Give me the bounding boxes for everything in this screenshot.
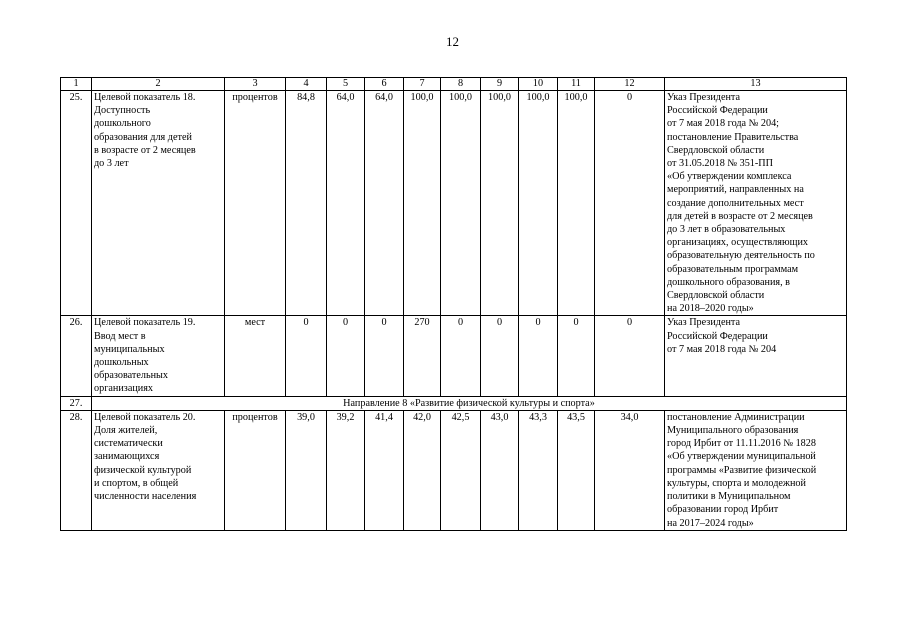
value-cell: 0	[481, 316, 519, 396]
value-cell: 100,0	[441, 91, 481, 316]
value-cell: 43,5	[558, 410, 595, 530]
table-row	[61, 410, 847, 530]
source-line: Указ Президента	[667, 317, 741, 329]
header-cell: 7	[404, 78, 441, 91]
source-line: постановление Администрации	[667, 411, 805, 423]
source-line: организациях, осуществляющих	[667, 237, 808, 249]
source-line: политики в Муниципальном	[667, 491, 791, 503]
row-number-cell: 28.	[61, 410, 92, 530]
source-line: образовании город Ирбит	[667, 504, 779, 516]
indicator-line: Доля жителей,	[94, 425, 158, 437]
table-header-row	[61, 78, 847, 91]
header-cell: 6	[365, 78, 404, 91]
indicator-line: образовательных	[94, 370, 168, 382]
header-cell: 12	[595, 78, 665, 91]
source-line: Муниципального образования	[667, 425, 799, 437]
indicator-cell	[92, 410, 225, 530]
source-cell	[665, 91, 847, 316]
value-cell: 64,0	[365, 91, 404, 316]
unit-cell: мест	[225, 316, 286, 396]
indicator-line: физической культурой	[94, 464, 192, 476]
source-line: Свердловской области	[667, 290, 765, 302]
value-cell: 41,4	[365, 410, 404, 530]
header-cell: 11	[558, 78, 595, 91]
indicator-line: и спортом, в общей	[94, 477, 179, 489]
indicator-cell	[92, 316, 225, 396]
indicator-line: дошкольного	[94, 118, 151, 130]
indicator-line: дошкольных	[94, 357, 149, 369]
source-line: мероприятий, направленных на	[667, 184, 804, 196]
value-cell: 39,2	[327, 410, 365, 530]
indicator-line: численности населения	[94, 491, 197, 503]
value-cell: 39,0	[286, 410, 327, 530]
indicator-line: Ввод мест в	[94, 330, 146, 342]
indicator-cell	[92, 91, 225, 316]
source-line: Российской Федерации	[667, 105, 768, 117]
header-cell: 1	[61, 78, 92, 91]
header-cell: 3	[225, 78, 286, 91]
indicator-line: систематически	[94, 438, 163, 450]
indicator-line: Целевой показатель 20.	[94, 411, 196, 423]
source-line: Российской Федерации	[667, 330, 768, 342]
header-cell: 13	[665, 78, 847, 91]
header-cell: 5	[327, 78, 365, 91]
source-line: дошкольного образования, в	[667, 276, 790, 288]
source-cell	[665, 316, 847, 396]
source-line: Указ Президента	[667, 92, 741, 103]
value-cell: 42,5	[441, 410, 481, 530]
source-line: «Об утверждении муниципальной	[667, 451, 816, 463]
section-title-cell: Направление 8 «Развитие физической культуры и спорта»	[92, 396, 847, 410]
source-line: создание дополнительных мест	[667, 197, 804, 209]
page-number: 12	[446, 34, 459, 49]
source-line: от 7 мая 2018 года № 204	[667, 343, 777, 355]
value-cell: 0	[327, 316, 365, 396]
value-cell: 43,0	[481, 410, 519, 530]
value-cell: 0	[365, 316, 404, 396]
header-cell: 4	[286, 78, 327, 91]
value-cell: 100,0	[519, 91, 558, 316]
source-cell	[665, 410, 847, 530]
indicator-line: до 3 лет	[94, 158, 129, 170]
unit-cell: процентов	[225, 91, 286, 316]
value-cell: 64,0	[327, 91, 365, 316]
indicator-line: Доступность	[94, 105, 151, 117]
source-line: от 7 мая 2018 года № 204;	[667, 118, 780, 130]
source-line: программы «Развитие физической	[667, 464, 817, 476]
source-line: постановление Правительства	[667, 131, 799, 143]
value-cell: 270	[404, 316, 441, 396]
value-cell: 100,0	[481, 91, 519, 316]
table-row	[61, 91, 847, 316]
value-cell: 43,3	[519, 410, 558, 530]
source-line: на 2018–2020 годы»	[667, 303, 754, 315]
value-cell: 42,0	[404, 410, 441, 530]
row-number-cell: 26.	[61, 316, 92, 396]
row-number-cell: 27.	[61, 396, 92, 410]
value-cell: 0	[519, 316, 558, 396]
source-line: для детей в возрасте от 2 месяцев	[667, 210, 813, 222]
value-cell: 100,0	[404, 91, 441, 316]
value-cell: 0	[286, 316, 327, 396]
source-line: образовательным программам	[667, 263, 799, 275]
header-cell: 8	[441, 78, 481, 91]
source-line: до 3 лет в образовательных	[667, 224, 786, 236]
value-cell: 34,0	[595, 410, 665, 530]
source-line: «Об утверждении комплекса	[667, 171, 792, 183]
value-cell: 100,0	[558, 91, 595, 316]
source-line: от 31.05.2018 № 351-ПП	[667, 158, 774, 170]
value-cell: 84,8	[286, 91, 327, 316]
row-number-cell: 25.	[61, 91, 92, 316]
source-line: Свердловской области	[667, 144, 765, 156]
unit-cell: процентов	[225, 410, 286, 530]
header-cell: 10	[519, 78, 558, 91]
indicators-table	[60, 77, 847, 531]
source-line: культуры, спорта и молодежной	[667, 477, 806, 489]
value-cell: 0	[558, 316, 595, 396]
indicator-line: в возрасте от 2 месяцев	[94, 144, 196, 156]
indicator-line: образования для детей	[94, 131, 192, 143]
header-cell: 2	[92, 78, 225, 91]
section-row	[61, 396, 847, 410]
indicator-line: Целевой показатель 18.	[94, 92, 196, 103]
indicator-line: Целевой показатель 19.	[94, 317, 196, 329]
value-cell: 0	[441, 316, 481, 396]
indicator-line: занимающихся	[94, 451, 160, 463]
value-cell: 0	[595, 91, 665, 316]
source-line: город Ирбит от 11.11.2016 № 1828	[667, 438, 816, 450]
indicator-line: муниципальных	[94, 343, 165, 355]
value-cell: 0	[595, 316, 665, 396]
source-line: на 2017–2024 годы»	[667, 517, 754, 529]
indicator-line: организациях	[94, 383, 154, 395]
header-cell: 9	[481, 78, 519, 91]
table-row	[61, 316, 847, 396]
source-line: образовательную деятельность по	[667, 250, 815, 262]
